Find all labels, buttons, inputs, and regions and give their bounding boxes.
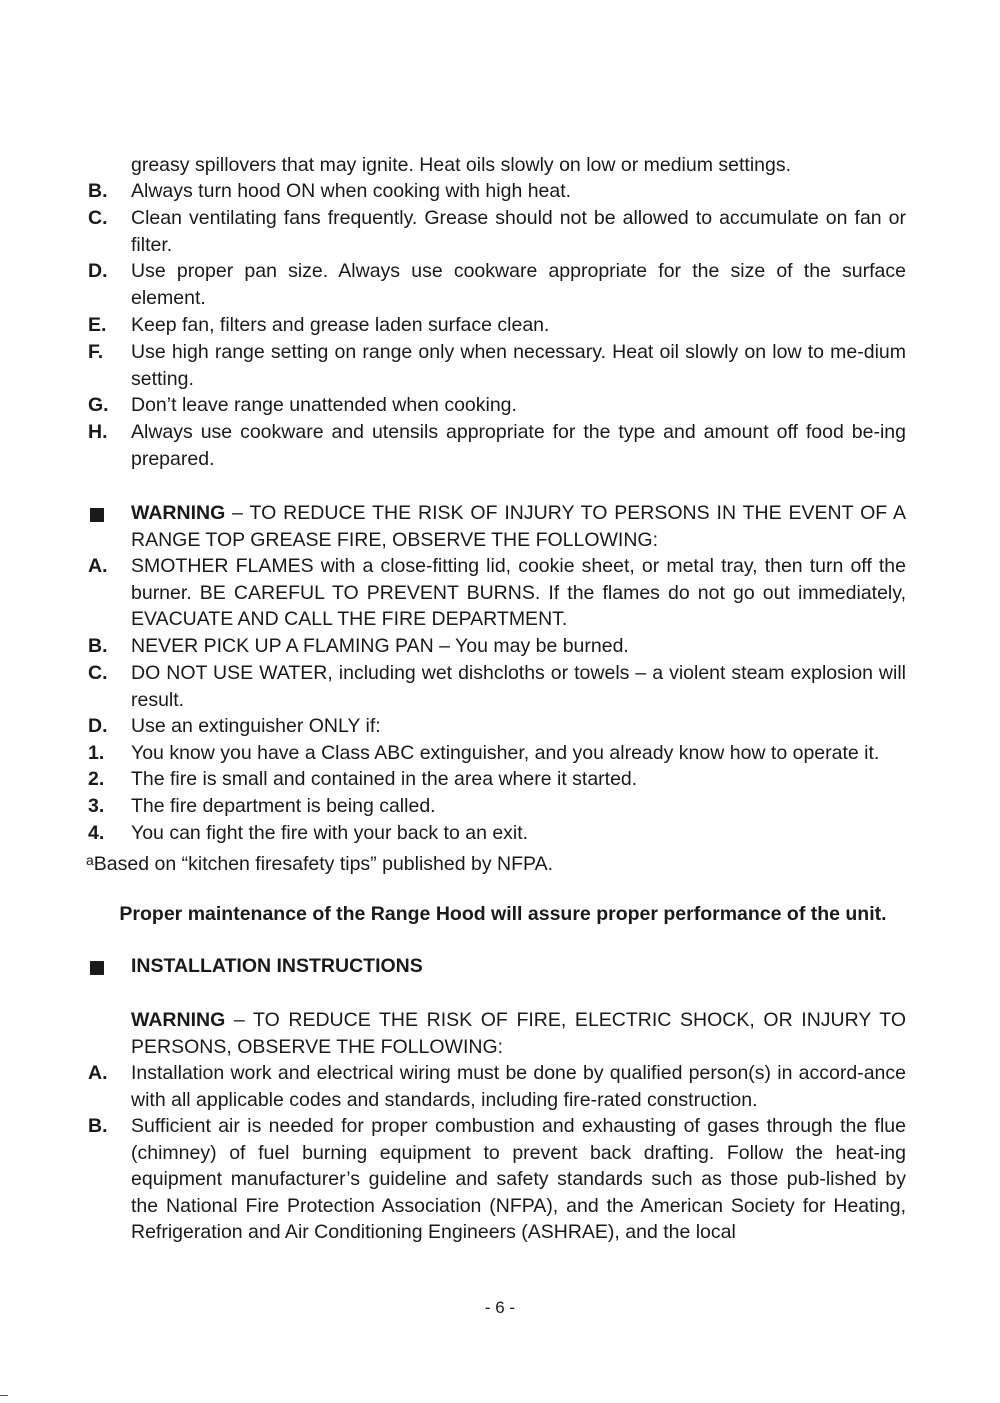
list-item (88, 553, 906, 633)
warning-text (131, 500, 906, 553)
list-text: Use an extinguisher ONLY if: (131, 715, 381, 737)
list-text: The fire is small and contained in the area where it started. (131, 768, 638, 790)
footnote-marker: a (86, 852, 94, 868)
list-item (88, 312, 906, 339)
list-text: Always use cookware and utensils appropriate for the type and amount off food be-ing prepared. (131, 421, 906, 470)
bullet-square-icon (90, 961, 104, 975)
footnote-text: Based on “kitchen firesafety tips” published by NFPA. (93, 853, 553, 875)
list-text: Keep fan, filters and grease laden surface clean. (131, 314, 550, 336)
list-text: Use high range setting on range only when necessary. Heat oil slowly on low to me-dium setting. (131, 341, 906, 390)
list-item (88, 392, 906, 419)
list-text: SMOTHER FLAMES with a close-fitting lid, cookie sheet, or metal tray, then turn off the burner. BE CAREFUL TO PREVENT BURNS. If the flames do not go out immediately, EVACUATE AND CALL THE FIRE DEPARTMENT. (131, 555, 906, 630)
bullet-square-icon (90, 508, 104, 522)
list-item (88, 633, 906, 660)
list-item (88, 1113, 906, 1246)
footnote (86, 847, 906, 878)
list-item (88, 820, 906, 847)
maintenance-statement: Proper maintenance of the Range Hood will assure proper performance of the unit. (119, 903, 887, 925)
list-marker: C. (88, 207, 108, 229)
warning-label: WARNING (131, 502, 226, 524)
list-text: Always turn hood ON when cooking with high heat. (131, 180, 572, 202)
list-item (88, 205, 906, 258)
list-marker: B. (88, 180, 108, 202)
list-marker: D. (88, 715, 108, 737)
warning-label: WARNING (131, 1009, 226, 1031)
list-item (88, 178, 906, 205)
list-item (88, 793, 906, 820)
list-item (88, 766, 906, 793)
warning-body: – TO REDUCE THE RISK OF FIRE, ELECTRIC SHOCK, OR INJURY TO PERSONS, OBSERVE THE FOLLOWING: (131, 1009, 906, 1058)
list-text: Don’t leave range unattended when cooking. (131, 394, 517, 416)
warning-body: – TO REDUCE THE RISK OF INJURY TO PERSONS IN THE EVENT OF A RANGE TOP GREASE FIRE, OBSERVE THE FOLLOWING: (131, 502, 906, 551)
list-item (88, 740, 906, 767)
list-marker: D. (88, 260, 108, 282)
warning-block (88, 500, 906, 553)
list-marker: E. (88, 314, 107, 336)
list-text: You know you have a Class ABC extinguisher, and you already know how to operate it. (131, 742, 880, 764)
list-marker: B. (88, 1115, 108, 1137)
list-text: Sufficient air is needed for proper combustion and exhausting of gases through the flue (chimney) of fuel burning equipment to prevent back drafting. Follow the heat-ing equipment manufacturer’s guideline and safety standards such as those pub-lished by the National Fire Protection Association (NFPA), and the American Society for Heating, Refrigeration and Air Conditioning Engineers (ASHRAE), and the local (131, 1115, 906, 1243)
list-item (88, 1060, 906, 1113)
list-marker: 4. (88, 822, 105, 844)
list-marker: A. (88, 1062, 108, 1084)
list-item (88, 713, 906, 740)
list-item (88, 660, 906, 713)
list-marker: A. (88, 555, 108, 577)
list-text: Use proper pan size. Always use cookware appropriate for the size of the surface element. (131, 260, 906, 309)
intro-continuation: greasy spillovers that may ignite. Heat oils slowly on low or medium settings. (131, 154, 792, 176)
list-marker: 2. (88, 768, 105, 790)
list-item (88, 419, 906, 472)
list-text: NEVER PICK UP A FLAMING PAN – You may be burned. (131, 635, 629, 657)
list-marker: C. (88, 662, 108, 684)
section-heading-text: INSTALLATION INSTRUCTIONS (131, 955, 423, 977)
list-text: Installation work and electrical wiring must be done by qualified person(s) in accord-ance with all applicable codes and standards, including fire-rated construction. (131, 1062, 906, 1111)
warning-block (131, 1007, 906, 1060)
edge-mark (0, 1395, 8, 1396)
list-marker: G. (88, 394, 109, 416)
list-marker: F. (88, 341, 104, 363)
page-number: - 6 - (484, 1298, 516, 1317)
list-text: The fire department is being called. (131, 795, 436, 817)
list-text: You can fight the fire with your back to an exit. (131, 822, 529, 844)
list-item (88, 258, 906, 311)
list-text: Clean ventilating fans frequently. Grease should not be allowed to accumulate on fan or filter. (131, 207, 906, 256)
list-marker: 1. (88, 742, 105, 764)
list-marker: 3. (88, 795, 105, 817)
list-text: DO NOT USE WATER, including wet dishcloths or towels – a violent steam explosion will result. (131, 662, 906, 711)
list-marker: B. (88, 635, 108, 657)
section-heading (88, 953, 423, 980)
list-item (88, 339, 906, 392)
list-marker: H. (88, 421, 108, 443)
